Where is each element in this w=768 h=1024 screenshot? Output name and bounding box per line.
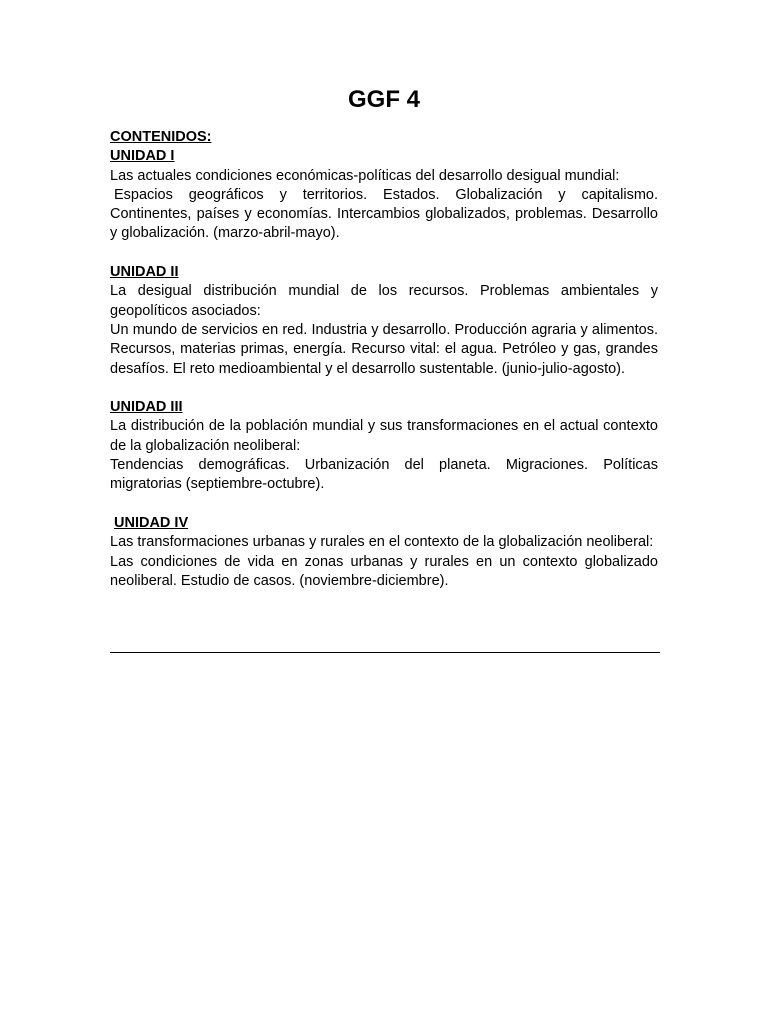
horizontal-rule: [110, 652, 660, 653]
unit-4-intro: Las transformaciones urbanas y rurales en el contexto de la globalización neoliberal:: [110, 534, 654, 551]
unit-2-section: [110, 263, 658, 379]
unit-3-topics: Tendencias demográficas. Urbanización del planeta. Migraciones. Políticas migratorias (septiembre-octubre).: [110, 457, 658, 493]
unit-3-section: [110, 398, 658, 494]
document-page: [110, 84, 658, 610]
unit-4-topics: Las condiciones de vida en zonas urbanas y rurales en un contexto globalizado neoliberal. Estudio de casos. (noviembre-diciembre).: [110, 553, 658, 589]
unit-2-topics: Un mundo de servicios en red. Industria y desarrollo. Producción agraria y alimentos. Recursos, materias primas, energía. Recurso vital: el agua. Petróleo y gas, grandes desafíos. El reto medioambiental y el desarrollo sustentable. (junio-julio-agosto).: [110, 321, 658, 377]
unit-1-intro: Las actuales condiciones económicas-políticas del desarrollo desigual mundial:: [110, 167, 620, 184]
unit-3-heading: UNIDAD III: [110, 399, 183, 416]
unit-3-intro: La distribución de la población mundial y sus transformaciones en el actual contexto de la globalización neoliberal:: [110, 418, 658, 454]
unit-1-heading: UNIDAD I: [110, 148, 175, 165]
unit-1-topics: Espacios geográficos y territorios. Estados. Globalización y capitalismo. Continentes, países y economías. Intercambios globalizados, problemas. Desarrollo y globalización. (marzo-abril-mayo).: [110, 186, 658, 242]
unit-2-heading: UNIDAD II: [110, 264, 179, 281]
contents-heading: CONTENIDOS:: [110, 129, 212, 145]
unit-4-heading: UNIDAD IV: [114, 514, 189, 531]
unit-4-section: [110, 514, 658, 591]
unit-2-intro: La desigual distribución mundial de los recursos. Problemas ambientales y geopolíticos asociados:: [110, 283, 658, 319]
document-title: GGF 4: [347, 86, 420, 113]
unit-1-section: [110, 147, 658, 243]
